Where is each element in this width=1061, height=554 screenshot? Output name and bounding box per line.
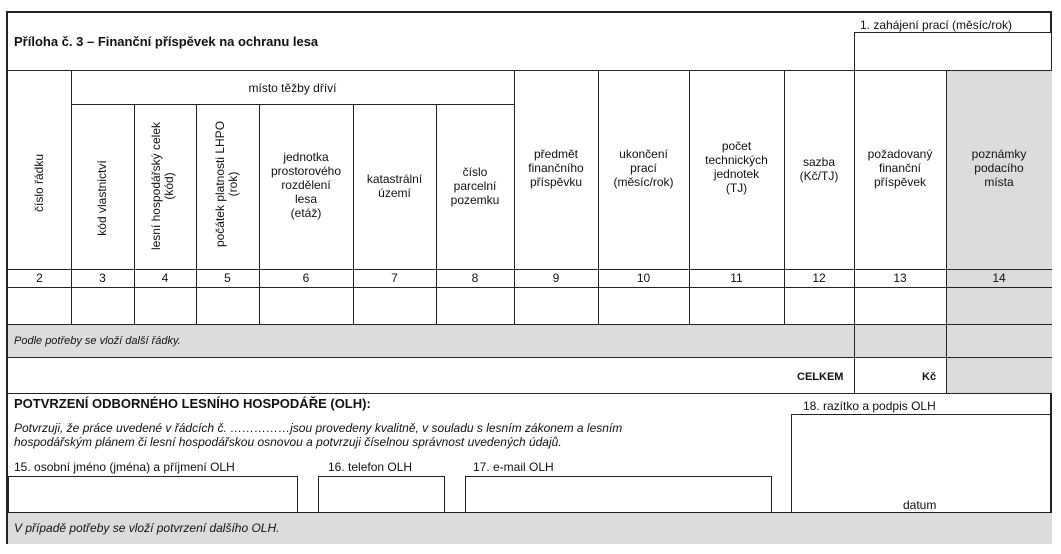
col-cislo-parcelni: číslo parcelní pozemku (450, 165, 500, 207)
telefon-label: 16. telefon OLH (328, 460, 413, 474)
zahajeni-label: 1. zahájení prací (měsíc/rok) (860, 18, 1013, 32)
col-predmet: předmět finančního příspěvku (528, 147, 584, 189)
col-number: 11 (730, 271, 743, 285)
col-number: 6 (302, 271, 310, 285)
celkem-input[interactable] (855, 358, 945, 392)
celkem-col14-shade (946, 357, 1052, 393)
col-number: 13 (893, 271, 907, 285)
zahajeni-input[interactable] (854, 32, 1052, 71)
kc-label: Kč (922, 371, 937, 383)
olh-text-1: Potvrzuji, že práce uvedené v řádcích č. ……………jsou provedeny kvalitně, v souladu s lesním zákonem a lesním (14, 421, 623, 435)
col-number: 14 (992, 271, 1006, 285)
col-ukonceni: ukončení prací (měsíc/rok) (613, 147, 674, 189)
celkem-label: CELKEM (797, 371, 844, 383)
datum-label: datum (903, 498, 937, 512)
col-number: 12 (812, 271, 826, 285)
col-number: 7 (391, 271, 398, 285)
col-lhc: lesní hospodářský celek (kód) (149, 121, 176, 251)
more-rows-note: Podle potřeby se vloží další řádky. (14, 335, 181, 347)
olh-heading: POTVRZENÍ ODBORNÉHO LESNÍHO HOSPODÁŘE (OLH): (14, 396, 371, 411)
form-title: Příloha č. 3 – Finanční příspěvek na ochranu lesa (14, 34, 319, 49)
email-input[interactable] (465, 476, 772, 513)
col-number: 9 (552, 271, 560, 285)
col-number: 2 (36, 271, 43, 285)
jmeno-label: 15. osobní jméno (jména) a příjmení OLH (14, 460, 235, 474)
col-pocet-tj: počet technických jednotek (TJ) (705, 139, 768, 195)
col-number: 3 (99, 271, 106, 285)
form-frame (6, 11, 1052, 544)
col-cislo-radku: číslo řádku (32, 153, 46, 213)
col-pozadovany: požadovaný finanční příspěvek (867, 147, 933, 189)
col-lhpo: počátek platnosti LHPO (rok) (213, 120, 240, 248)
col-sazba: sazba (Kč/TJ) (799, 155, 839, 183)
col-number: 8 (471, 271, 479, 285)
col-jpr: jednotka prostorového rozdělení lesa (etáž) (270, 150, 342, 220)
olh-text-2: hospodářským plánem či lesní hospodářskou osnovou a potvrzuji číselnou správnost uvedených údajů. (14, 435, 562, 449)
email-label: 17. e-mail OLH (473, 460, 554, 474)
col-number: 4 (161, 271, 169, 285)
telefon-input[interactable] (318, 476, 445, 513)
col-number: 10 (636, 271, 651, 285)
table-row[interactable] (8, 288, 1052, 324)
misto-tezby-header: místo těžby dříví (248, 81, 337, 95)
jmeno-input[interactable] (8, 476, 298, 513)
col-number: 5 (224, 271, 231, 285)
col-kod-vlastnictvi: kód vlastnictví (95, 160, 109, 236)
more-olh-note: V případě potřeby se vloží potvrzení dalšího OLH. (14, 521, 280, 535)
col-poznamky: poznámky podacího místa (971, 147, 1027, 189)
col-katastralni-uzemi: katastrální území (366, 172, 423, 200)
razitko-label: 18. razítko a podpis OLH (803, 399, 936, 413)
